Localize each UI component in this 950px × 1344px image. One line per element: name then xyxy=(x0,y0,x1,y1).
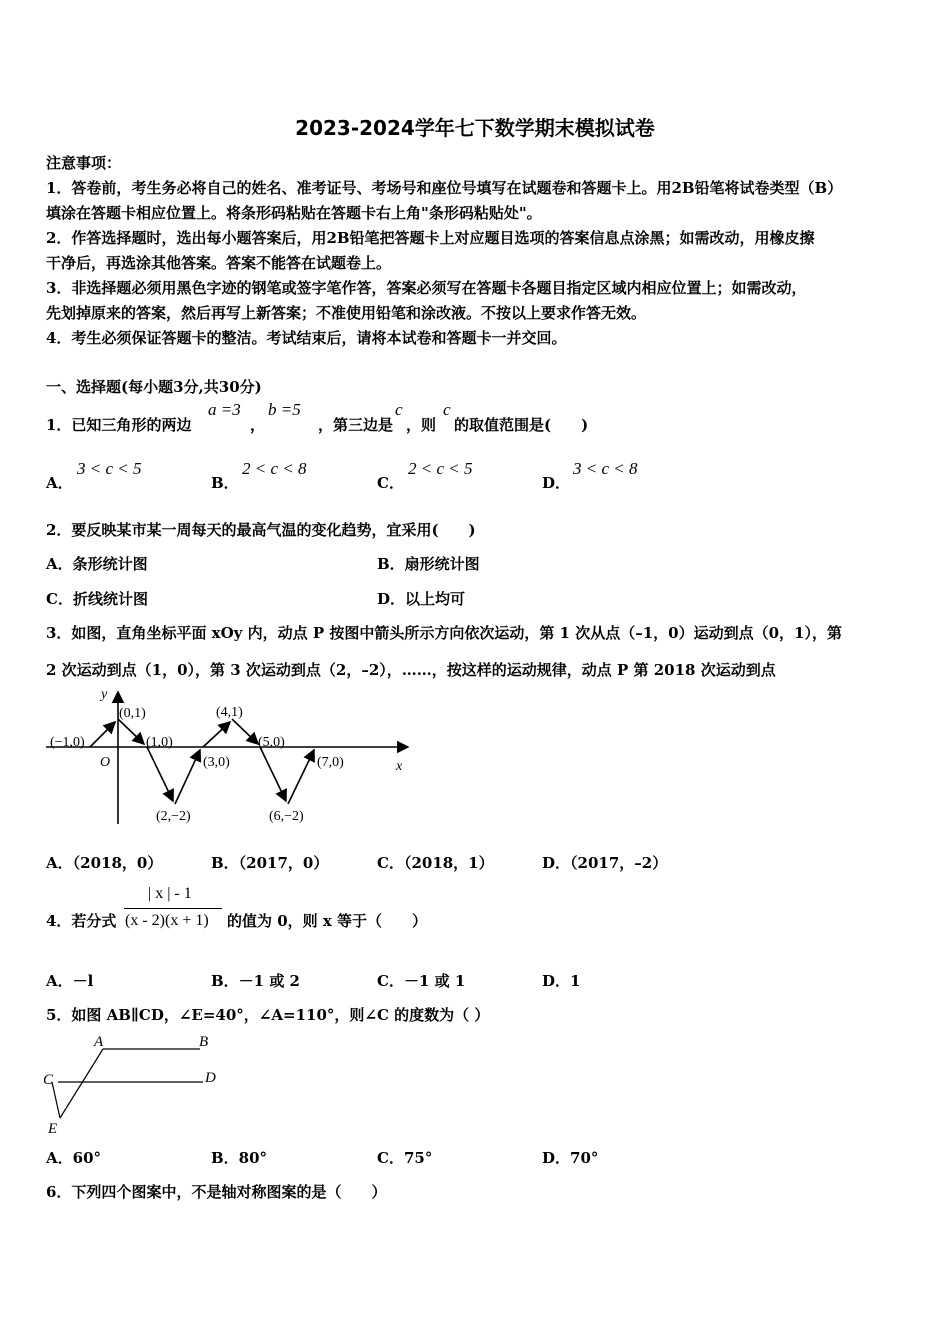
q1-b-value: b =5 xyxy=(268,400,301,419)
q5-option-c[interactable]: C．75° xyxy=(377,1149,433,1167)
point-label: (2,−2) xyxy=(156,809,191,824)
notice-line: 2．作答选择题时，选出每小题答案后，用2B铅笔把答题卡上对应题目选项的答案信息点涂黑；如需改动，用橡皮擦 xyxy=(46,229,815,247)
vertex-label: D xyxy=(205,1070,216,1086)
vertex-label: E xyxy=(48,1121,58,1137)
q3-stem-line1: 3．如图，直角坐标平面 xOy 内，动点 P 按图中箭头所示方向依次运动，第 1 次从点（–1，0）运动到点（0，1），第 xyxy=(46,624,842,642)
q1-option-c[interactable]: 2 < c < 5 xyxy=(408,459,473,478)
vertex-label: A xyxy=(94,1034,104,1050)
q1-label-a: A． xyxy=(46,474,73,492)
q1-stem-mid: ，第三边是 xyxy=(318,416,394,434)
page-title: 2023-2024学年七下数学期末模拟试卷 xyxy=(295,116,655,140)
q3-option-c[interactable]: C．（2018，1） xyxy=(377,854,494,872)
point-label: (5,0) xyxy=(258,735,285,750)
q2-option-d[interactable]: D．以上均可 xyxy=(377,590,466,608)
q1-stem-post: 的取值范围是( ) xyxy=(454,416,589,434)
q3-option-b[interactable]: B．（2017，0） xyxy=(211,854,329,872)
q3-stem-line2: 2 次运动到点（1，0），第 3 次运动到点（2，–2），……，按这样的运动规律，动点 P 第 2018 次运动到点 xyxy=(46,661,776,679)
notice-line: 1．答卷前，考生务必将自己的姓名、准考证号、考场号和座位号填写在试题卷和答题卡上。用2B铅笔将试卷类型（B） xyxy=(46,179,843,197)
section-heading: 一、选择题(每小题3分,共30分) xyxy=(46,378,262,396)
q2-option-b[interactable]: B．扇形统计图 xyxy=(377,555,480,573)
q5-option-a[interactable]: A．60° xyxy=(46,1149,102,1167)
q4-option-d[interactable]: D．1 xyxy=(542,972,581,990)
q2-stem: 2．要反映某市某一周每天的最高气温的变化趋势，宜采用( ) xyxy=(46,521,476,539)
vertex-label: B xyxy=(199,1034,209,1050)
x-label: x xyxy=(396,759,403,774)
q2-option-c[interactable]: C．折线统计图 xyxy=(46,590,148,608)
q4-denominator: (x - 2)(x + 1) xyxy=(125,912,209,929)
q4-stem-pre: 4．若分式 xyxy=(46,912,117,930)
q1-c-var: c xyxy=(443,400,451,419)
notice-line: 先划掉原来的答案，然后再写上新答案；不准使用铅笔和涂改液。不按以上要求作答无效。 xyxy=(46,304,647,322)
notice-heading: 注意事项： xyxy=(46,154,122,172)
point-label: (1,0) xyxy=(146,735,173,750)
q5-option-b[interactable]: B．80° xyxy=(211,1149,268,1167)
origin-label: O xyxy=(100,755,111,770)
notice-line: 3．非选择题必须用黑色字迹的钢笔或签字笔作答，答案必须写在答题卡各题目指定区域内相应位置上；如需改动， xyxy=(46,279,807,297)
q4-option-b[interactable]: B．－1 或 2 xyxy=(211,972,300,990)
point-label: (−1,0) xyxy=(50,735,85,750)
q1-label-b: B． xyxy=(211,474,239,492)
q4-numerator: | x | - 1 xyxy=(148,885,192,902)
q1-comma: ， xyxy=(250,416,266,434)
vertex-label: C xyxy=(43,1072,54,1088)
q1-stem-pre: 1．已知三角形的两边 xyxy=(46,416,192,434)
q1-c-var: c xyxy=(395,400,403,419)
q5-option-d[interactable]: D．70° xyxy=(542,1149,599,1167)
q1-label-c: C． xyxy=(377,474,404,492)
fraction-bar xyxy=(124,908,222,909)
notice-line: 填涂在答题卡相应位置上。将条形码粘贴在答题卡右上角"条形码粘贴处"。 xyxy=(46,204,542,222)
q4-option-c[interactable]: C．－1 或 1 xyxy=(377,972,466,990)
q1-option-b[interactable]: 2 < c < 8 xyxy=(242,459,307,478)
q4-option-a[interactable]: A．－l xyxy=(46,972,94,990)
y-label: y xyxy=(101,687,108,702)
point-label: (6,−2) xyxy=(269,809,304,824)
point-label: (7,0) xyxy=(317,755,344,770)
q1-option-d[interactable]: 3 < c < 8 xyxy=(573,459,638,478)
q1-stem-mid2: ，则 xyxy=(406,416,437,434)
notice-line: 4．考生必须保证答题卡的整洁。考试结束后，请将本试卷和答题卡一并交回。 xyxy=(46,329,567,347)
q2-option-a[interactable]: A．条形统计图 xyxy=(46,555,148,573)
q3-coordinate-figure xyxy=(40,684,420,829)
line-ec xyxy=(52,1082,60,1118)
q5-parallel-lines-figure xyxy=(40,1030,230,1140)
notice-line: 干净后，再选涂其他答案。答案不能答在试题卷上。 xyxy=(46,254,392,272)
point-label: (4,1) xyxy=(216,705,243,720)
q1-label-d: D． xyxy=(542,474,571,492)
q1-option-a[interactable]: 3 < c < 5 xyxy=(77,459,142,478)
line-ae xyxy=(60,1049,103,1118)
q3-option-d[interactable]: D．（2017，–2） xyxy=(542,854,668,872)
point-label: (3,0) xyxy=(203,755,230,770)
q4-stem-post: 的值为 0，则 x 等于（ ） xyxy=(227,912,428,930)
q3-option-a[interactable]: A．（2018，0） xyxy=(46,854,163,872)
q1-a-value: a =3 xyxy=(208,400,241,419)
q5-stem: 5．如图 AB∥CD，∠E=40°，∠A=110°，则∠C 的度数为（ ） xyxy=(46,1006,490,1024)
q6-stem: 6．下列四个图案中，不是轴对称图案的是（ ） xyxy=(46,1183,387,1201)
point-label: (0,1) xyxy=(119,706,146,721)
